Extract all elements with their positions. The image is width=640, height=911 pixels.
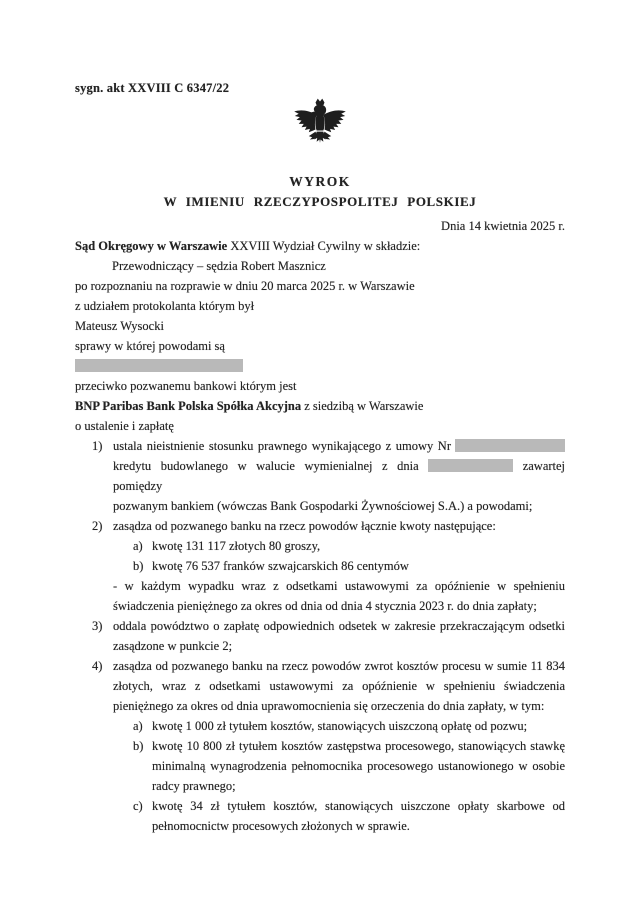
defendant-seat: z siedzibą w Warszawie xyxy=(301,399,424,413)
judgment-title: WYROK xyxy=(289,174,351,189)
ruling-4-sub-c xyxy=(75,796,565,836)
emblem-row xyxy=(75,98,565,164)
plaintiffs-intro-line: sprawy w której powodami są xyxy=(75,339,225,353)
clerk-name-line: Mateusz Wysocki xyxy=(75,319,164,333)
sub-letter-2a: a) xyxy=(133,539,143,553)
defendant-name: BNP Paribas Bank Polska Spółka Akcyjna xyxy=(75,399,302,413)
ruling-number-1: 1) xyxy=(92,439,103,453)
ruling-number-2: 2) xyxy=(92,519,103,533)
ruling-1-text-b: kredytu budowlanego w walucie wymienialnej z dnia xyxy=(113,459,419,473)
case-number: sygn. akt XXVIII C 6347/22 xyxy=(75,81,230,95)
sub-text-4c: kwotę 34 zł tytułem kosztów, stanowiących uiszczone opłaty skarbowe od pełnomocnictw procesowych złożonych w sprawie. xyxy=(152,799,565,833)
clerk-intro-line: z udziałem protokolanta którym był xyxy=(75,299,255,313)
ruling-2-sub-a xyxy=(75,536,565,556)
defendant-intro-line: przeciwko pozwanemu bankowi którym jest xyxy=(75,379,297,393)
sub-letter-2b: b) xyxy=(133,559,144,573)
judgment-date: Dnia 14 kwietnia 2025 r. xyxy=(441,219,565,233)
ruling-number-3: 3) xyxy=(92,619,103,633)
ruling-1-line-2 xyxy=(113,456,565,496)
ruling-1-text-c: zawartej pomiędzy xyxy=(113,459,566,493)
sub-text-2b: kwotę 76 537 franków szwajcarskich 86 centymów xyxy=(152,559,409,573)
sub-text-4b: kwotę 10 800 zł tytułem kosztów zastępstwa procesowego, stanowiących stawkę minimalną wynagrodzenia pełnomocnika procesowego ustanowionego w osobie radcy prawnego; xyxy=(152,739,565,793)
sub-letter-4b: b) xyxy=(133,739,144,753)
plaintiffs-redaction-line xyxy=(75,356,565,376)
sub-text-4a: kwotę 1 000 zł tytułem kosztów, stanowiących uiszczoną opłatę od pozwu; xyxy=(152,719,528,733)
ruling-item-2 xyxy=(75,516,565,536)
sub-text-2a: kwotę 131 117 złotych 80 groszy, xyxy=(152,539,321,553)
ruling-item-1 xyxy=(75,436,565,516)
court-division: XXVIII Wydział Cywilny w składzie: xyxy=(227,239,421,253)
ruling-number-4: 4) xyxy=(92,659,103,673)
ruling-2-text: zasądza od pozwanego banku na rzecz powodów łącznie kwoty następujące: xyxy=(113,519,496,533)
judgment-subtitle: W IMIENIU RZECZYPOSPOLITEJ POLSKIEJ xyxy=(163,194,477,209)
ruling-1-text-a: ustala nieistnienie stosunku prawnego wynikającego z umowy Nr xyxy=(113,439,451,453)
ruling-4-sub-a xyxy=(75,716,565,736)
redaction-bar-plaintiffs xyxy=(75,359,243,372)
sub-letter-4c: c) xyxy=(133,799,143,813)
ruling-4-sub-b xyxy=(75,736,565,796)
court-name: Sąd Okręgowy w Warszawie xyxy=(75,239,228,253)
ruling-2-interest-note: - w każdym wypadku wraz z odsetkami ustawowymi za opóźnienie w spełnieniu świadczenia pieniężnego za okres od dnia od dnia 4 stycznia 2023 r. do dnia zapłaty; xyxy=(113,579,565,613)
ruling-2-sub-b xyxy=(75,556,565,576)
ruling-item-4 xyxy=(75,656,565,716)
hearing-line: po rozpoznaniu na rozprawie w dniu 20 marca 2025 r. w Warszawie xyxy=(75,279,415,293)
ruling-1-line-1 xyxy=(113,436,565,456)
ruling-1-line-3: pozwanym bankiem (wówczas Bank Gospodarki Żywnościowej S.A.) a powodami; xyxy=(113,499,533,513)
rulings-list xyxy=(75,436,565,836)
redaction-bar-contract-date xyxy=(428,459,513,472)
defendant-line xyxy=(75,396,565,416)
sub-letter-4a: a) xyxy=(133,719,143,733)
ruling-4-text: zasądza od pozwanego banku na rzecz powodów zwrot kosztów procesu w sumie 11 834 złotych, wraz z odsetkami ustawowymi za opóźnienie w spełnieniu świadczenia pieniężnego za okres od dnia uprawomocnienia się orzeczenia do dnia zapłaty, w tym: xyxy=(113,659,565,713)
redaction-bar-contract-number xyxy=(455,439,565,452)
court-composition-line xyxy=(75,236,565,256)
ruling-item-3 xyxy=(75,616,565,656)
ruling-3-text: oddala powództwo o zapłatę odpowiednich odsetek w zakresie przekraczającym odsetki zasądzone w punkcie 2; xyxy=(113,619,565,653)
subject-line: o ustalenie i zapłatę xyxy=(75,419,174,433)
court-block xyxy=(75,236,565,436)
judge-line: Przewodniczący – sędzia Robert Masznicz xyxy=(112,259,326,273)
polish-eagle-emblem xyxy=(292,98,348,162)
